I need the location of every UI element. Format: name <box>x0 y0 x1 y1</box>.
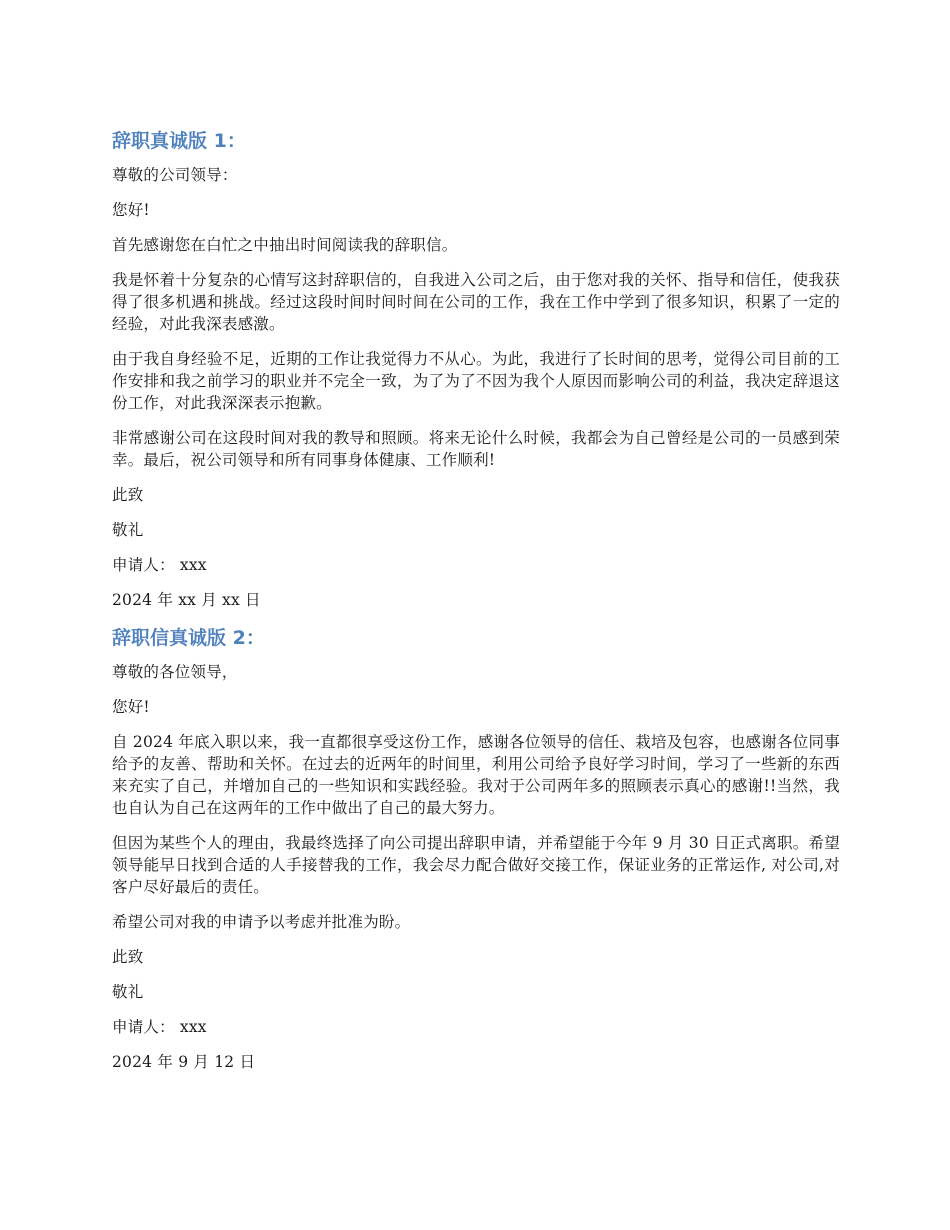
letter2-salutation: 尊敬的各位领导， <box>112 663 238 681</box>
letter1-date: 2024 年 xx 月 xx 日 <box>112 591 261 609</box>
letter1-applicant: 申请人： xxx <box>112 556 207 574</box>
letter2-date: 2024 年 9 月 12 日 <box>112 1053 256 1071</box>
letter2-closing-jingli: 敬礼 <box>112 983 144 1001</box>
letter2-greeting: 您好! <box>112 698 150 716</box>
letter2-paragraph: 自 2024 年底入职以来，我一直都很享受这份工作，感谢各位领导的信任、栽培及包容，也感谢各位同事给予的友善、帮助和关怀。在过去的近两年的时间里，利用公司给予良好学习时间，学习了一些新的东西来充实了自己，并增加自己的一些知识和实践经验。我对于公司两年多的照顾表示真心的感谢!!当然，我也自认为自己在这两年的工作中做出了自己的最大努力。 <box>112 733 840 817</box>
letter1-heading: 辞职真诚版 1： <box>112 130 246 152</box>
letter2-applicant: 申请人： xxx <box>112 1018 207 1036</box>
letter2-paragraph: 希望公司对我的申请予以考虑并批准为盼。 <box>112 913 411 931</box>
letter1-closing-cizhi: 此致 <box>112 486 144 504</box>
letter1-closing-jingli: 敬礼 <box>112 521 144 539</box>
letter2-heading: 辞职信真诚版 2： <box>112 627 265 649</box>
document-page <box>112 127 840 1086</box>
letter1-paragraph: 非常感谢公司在这段时间对我的教导和照顾。将来无论什么时候，我都会为自己曾经是公司的一员感到荣幸。最后，祝公司领导和所有同事身体健康、工作顺利! <box>112 429 840 469</box>
letter2-paragraph: 但因为某些个人的理由，我最终选择了向公司提出辞职申请，并希望能于今年 9 月 30 日正式离职。希望领导能早日找到合适的人手接替我的工作，我会尽力配合做好交接工作，保证业务的正常运作, 对公司,对客户尽好最后的责任。 <box>112 834 840 896</box>
letter2-closing-cizhi: 此致 <box>112 948 144 966</box>
letter1-paragraph: 我是怀着十分复杂的心情写这封辞职信的，自我进入公司之后，由于您对我的关怀、指导和信任，使我获得了很多机遇和挑战。经过这段时间时间时间在公司的工作，我在工作中学到了很多知识，积累了一定的经验，对此我深表感激。 <box>112 271 840 333</box>
letter1-salutation: 尊敬的公司领导： <box>112 166 238 184</box>
letter1-greeting: 您好! <box>112 201 150 219</box>
letter1-paragraph: 首先感谢您在白忙之中抽出时间阅读我的辞职信。 <box>112 236 458 254</box>
letter1-paragraph: 由于我自身经验不足，近期的工作让我觉得力不从心。为此，我进行了长时间的思考，觉得公司目前的工作安排和我之前学习的职业并不完全一致，为了为了不因为我个人原因而影响公司的利益，我决定辞退这份工作，对此我深深表示抱歉。 <box>112 350 840 412</box>
